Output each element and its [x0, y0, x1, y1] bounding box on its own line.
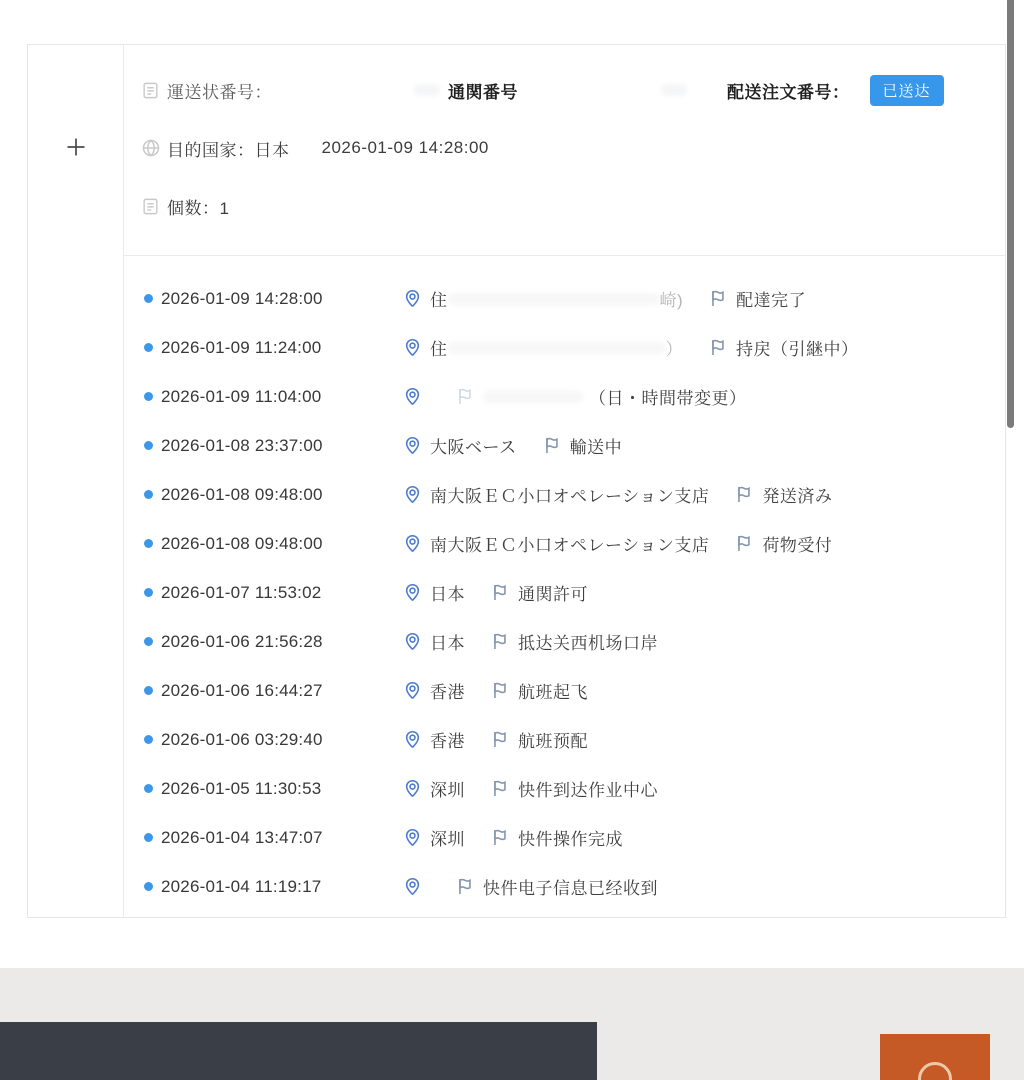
customs-number-label: 通関番号 — [448, 82, 518, 102]
location-pin-icon — [403, 632, 422, 651]
timeline-time: 2026-01-05 11:30:53 — [161, 778, 322, 798]
location-pin-icon — [403, 436, 422, 455]
timeline-location: 大阪ベース — [430, 438, 517, 457]
delivery-order-number-label: 配送注文番号： — [727, 82, 850, 102]
timeline-location: 南大阪ＥＣ小口オペレーション支店 — [430, 487, 710, 506]
document-icon — [141, 196, 161, 216]
timeline-row — [144, 519, 1005, 568]
timeline-row — [144, 372, 1005, 421]
timeline-location: 住 — [430, 340, 448, 359]
timeline-row — [144, 715, 1005, 764]
timeline-dot-icon — [144, 490, 153, 499]
timeline-dot-icon — [144, 686, 153, 695]
timeline-location: 日本 — [430, 585, 465, 604]
timeline-location: 香港 — [430, 683, 465, 702]
timeline-location: 香港 — [430, 732, 465, 751]
flag-icon — [735, 485, 754, 504]
location-pin-icon — [403, 485, 422, 504]
timeline-status: 持戻（引継中） — [736, 340, 859, 359]
header-row-quantity — [141, 189, 997, 223]
location-pin-icon — [403, 289, 422, 308]
location-pin-icon — [403, 681, 422, 700]
flag-icon — [456, 877, 475, 896]
redacted-location — [448, 293, 660, 305]
timeline-status: 通関許可 — [518, 585, 588, 604]
timeline-location: 深圳 — [430, 830, 465, 849]
flag-icon — [543, 436, 562, 455]
timeline-time: 2026-01-04 13:47:07 — [161, 827, 323, 847]
timeline-dot-icon — [144, 392, 153, 401]
timeline-time: 2026-01-06 16:44:27 — [161, 680, 323, 700]
timeline-time: 2026-01-04 11:19:17 — [161, 876, 322, 896]
timeline-time: 2026-01-08 09:48:00 — [161, 484, 323, 504]
timeline-time: 2026-01-06 21:56:28 — [161, 631, 323, 651]
timeline-row — [144, 862, 1005, 911]
timeline-time: 2026-01-08 09:48:00 — [161, 533, 323, 553]
timeline-location-tail: ） — [665, 340, 683, 359]
timeline-dot-icon — [144, 833, 153, 842]
timeline-dot-icon — [144, 343, 153, 352]
header-row-destination — [141, 131, 997, 165]
redacted-status — [483, 391, 583, 403]
redacted-location — [448, 342, 666, 354]
timeline-dot-icon — [144, 539, 153, 548]
timeline-row — [144, 323, 1005, 372]
location-pin-icon — [403, 387, 422, 406]
timeline-row — [144, 813, 1005, 862]
timeline-time: 2026-01-07 11:53:02 — [161, 582, 322, 602]
expand-row-button[interactable] — [62, 133, 90, 161]
timeline-row — [144, 666, 1005, 715]
timeline-location: 住 — [430, 291, 448, 310]
timeline-time: 2026-01-08 23:37:00 — [161, 435, 323, 455]
redacted-waybill-value — [272, 80, 448, 100]
flag-icon — [491, 828, 510, 847]
timeline-location: 深圳 — [430, 781, 465, 800]
location-pin-icon — [403, 779, 422, 798]
location-pin-icon — [403, 877, 422, 896]
timeline-status: 航班起飞 — [518, 683, 588, 702]
timeline-row — [144, 764, 1005, 813]
timeline-status: 配達完了 — [736, 291, 807, 310]
timeline-dot-icon — [144, 735, 153, 744]
waybill-number-label: 運送状番号： — [167, 82, 272, 102]
timeline-time: 2026-01-06 03:29:40 — [161, 729, 323, 749]
timeline-location: 日本 — [430, 634, 465, 653]
plus-icon — [64, 135, 88, 159]
flag-icon — [709, 338, 728, 357]
timeline-dot-icon — [144, 588, 153, 597]
timeline-status: 快件到达作业中心 — [518, 781, 658, 800]
tracking-timeline — [124, 256, 1005, 917]
timeline-dot-icon — [144, 882, 153, 891]
timeline-status: 快件操作完成 — [518, 830, 623, 849]
delivery-status-badge: 已送达 — [870, 75, 944, 106]
footer-dark-panel — [0, 1022, 597, 1080]
shipment-card — [27, 44, 1006, 918]
timeline-row — [144, 568, 1005, 617]
redacted-customs-value — [518, 80, 727, 100]
destination-country-label: 目的国家：日本 — [167, 140, 290, 160]
flag-icon — [491, 730, 510, 749]
timeline-status: 荷物受付 — [762, 536, 833, 555]
timeline-dot-icon — [144, 637, 153, 646]
timeline-time: 2026-01-09 11:24:00 — [161, 337, 322, 357]
flag-icon — [491, 779, 510, 798]
timeline-status: 発送済み — [762, 487, 833, 506]
chat-help-button[interactable] — [880, 1034, 990, 1080]
timeline-status: 航班预配 — [518, 732, 588, 751]
timeline-row — [144, 617, 1005, 666]
timeline-row — [144, 421, 1005, 470]
quantity-label: 個数：1 — [167, 198, 230, 218]
location-pin-icon — [403, 828, 422, 847]
location-pin-icon — [403, 583, 422, 602]
timeline-row — [144, 470, 1005, 519]
shipment-header — [124, 45, 1005, 256]
flag-icon — [491, 632, 510, 651]
timeline-time: 2026-01-09 14:28:00 — [161, 288, 323, 308]
flag-icon — [709, 289, 728, 308]
timeline-time: 2026-01-09 11:04:00 — [161, 386, 322, 406]
timeline-dot-icon — [144, 784, 153, 793]
timeline-location: 南大阪ＥＣ小口オペレーション支店 — [430, 536, 710, 555]
document-icon — [141, 80, 161, 100]
timeline-row — [144, 274, 1005, 323]
timeline-status: 抵达关西机场口岸 — [518, 634, 658, 653]
header-row-numbers — [141, 73, 997, 107]
chat-head-icon — [918, 1062, 952, 1080]
timeline-dot-icon — [144, 294, 153, 303]
flag-icon — [456, 387, 475, 406]
flag-icon — [491, 681, 510, 700]
timeline-status: 快件电子信息已经收到 — [483, 879, 658, 898]
timeline-location-tail: 崎) — [659, 291, 684, 310]
globe-icon — [141, 138, 161, 158]
scrollbar-thumb[interactable] — [1007, 0, 1014, 428]
flag-icon — [735, 534, 754, 553]
location-pin-icon — [403, 730, 422, 749]
expand-column — [28, 45, 124, 917]
location-pin-icon — [403, 338, 422, 357]
location-pin-icon — [403, 534, 422, 553]
timeline-dot-icon — [144, 441, 153, 450]
flag-icon — [491, 583, 510, 602]
timeline-status: （日・時間帯変更） — [589, 389, 747, 408]
timeline-status: 輸送中 — [569, 438, 623, 457]
latest-event-time: 2026-01-09 14:28:00 — [321, 138, 489, 157]
page-footer — [0, 968, 1024, 1080]
